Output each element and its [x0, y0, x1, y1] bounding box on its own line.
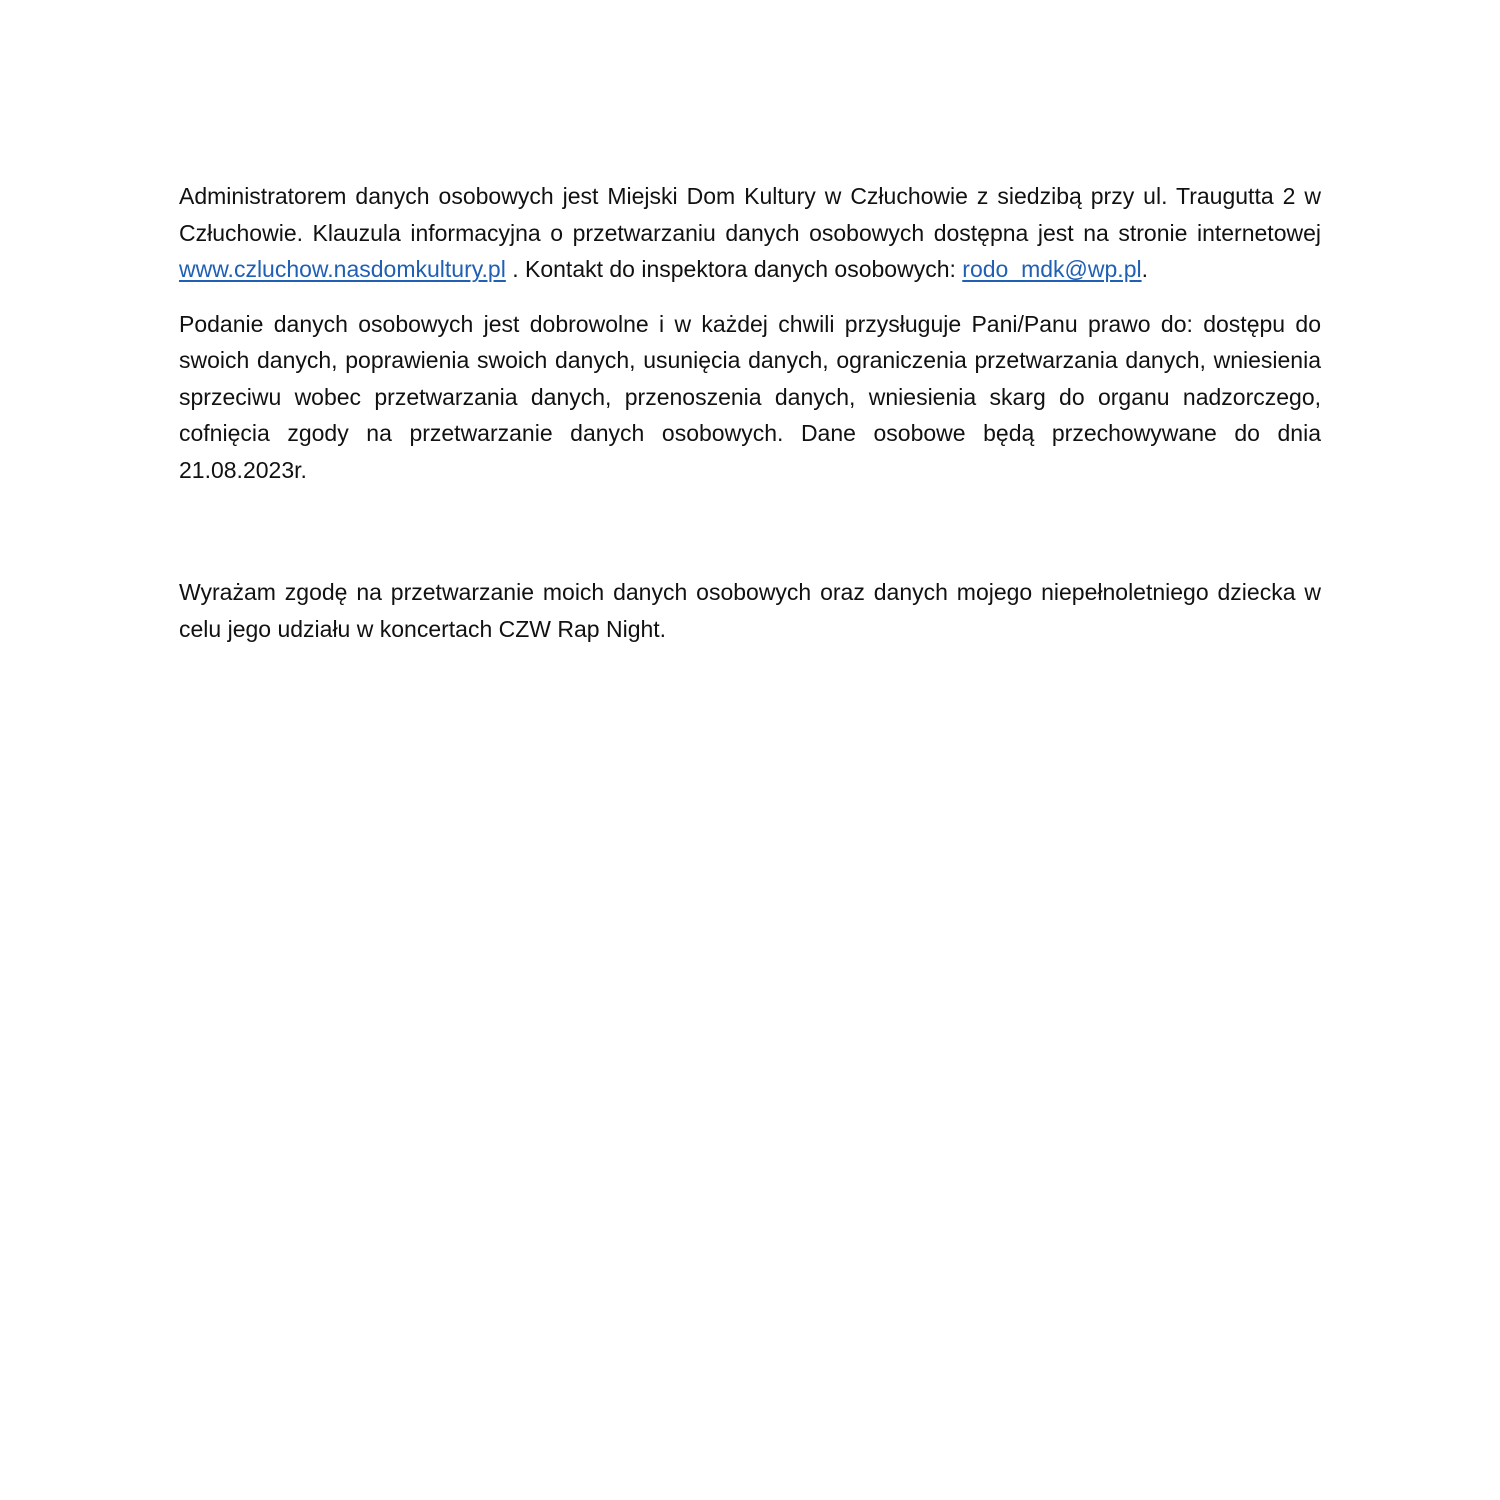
- period-text: .: [1141, 256, 1148, 282]
- document-body: [179, 178, 1321, 647]
- contact-text: . Kontakt do inspektora danych osobowych:: [505, 256, 963, 282]
- administrator-text: Administratorem danych osobowych jest Miejski Dom Kultury w Człuchowie z siedzibą przy ul. Traugutta 2 w Człuchowie. Klauzula informacyjna o przetwarzaniu danych osobowych dostępna jest na stronie internetowej: [179, 183, 1321, 246]
- administrator-paragraph: [179, 178, 1321, 288]
- website-link[interactable]: www.czluchow.nasdomkultury.pl: [179, 256, 506, 282]
- email-link[interactable]: rodo_mdk@wp.pl: [962, 256, 1142, 282]
- rights-paragraph: Podanie danych osobowych jest dobrowolne i w każdej chwili przysługuje Pani/Panu prawo do: dostępu do swoich danych, poprawienia swoich danych, usunięcia danych, ograniczenia przetwarzania danych, wniesienia sprzeciwu wobec przetwarzania danych, przenoszenia danych, wniesienia skarg do organu nadzorczego, cofnięcia zgody na przetwarzanie danych osobowych. Dane osobowe będą przechowywane do dnia 21.08.2023r.: [179, 310, 1321, 483]
- consent-paragraph: Wyrażam zgodę na przetwarzanie moich danych osobowych oraz danych mojego niepełnoletniego dziecka w celu jego udziału w koncertach CZW Rap Night.: [179, 579, 1321, 642]
